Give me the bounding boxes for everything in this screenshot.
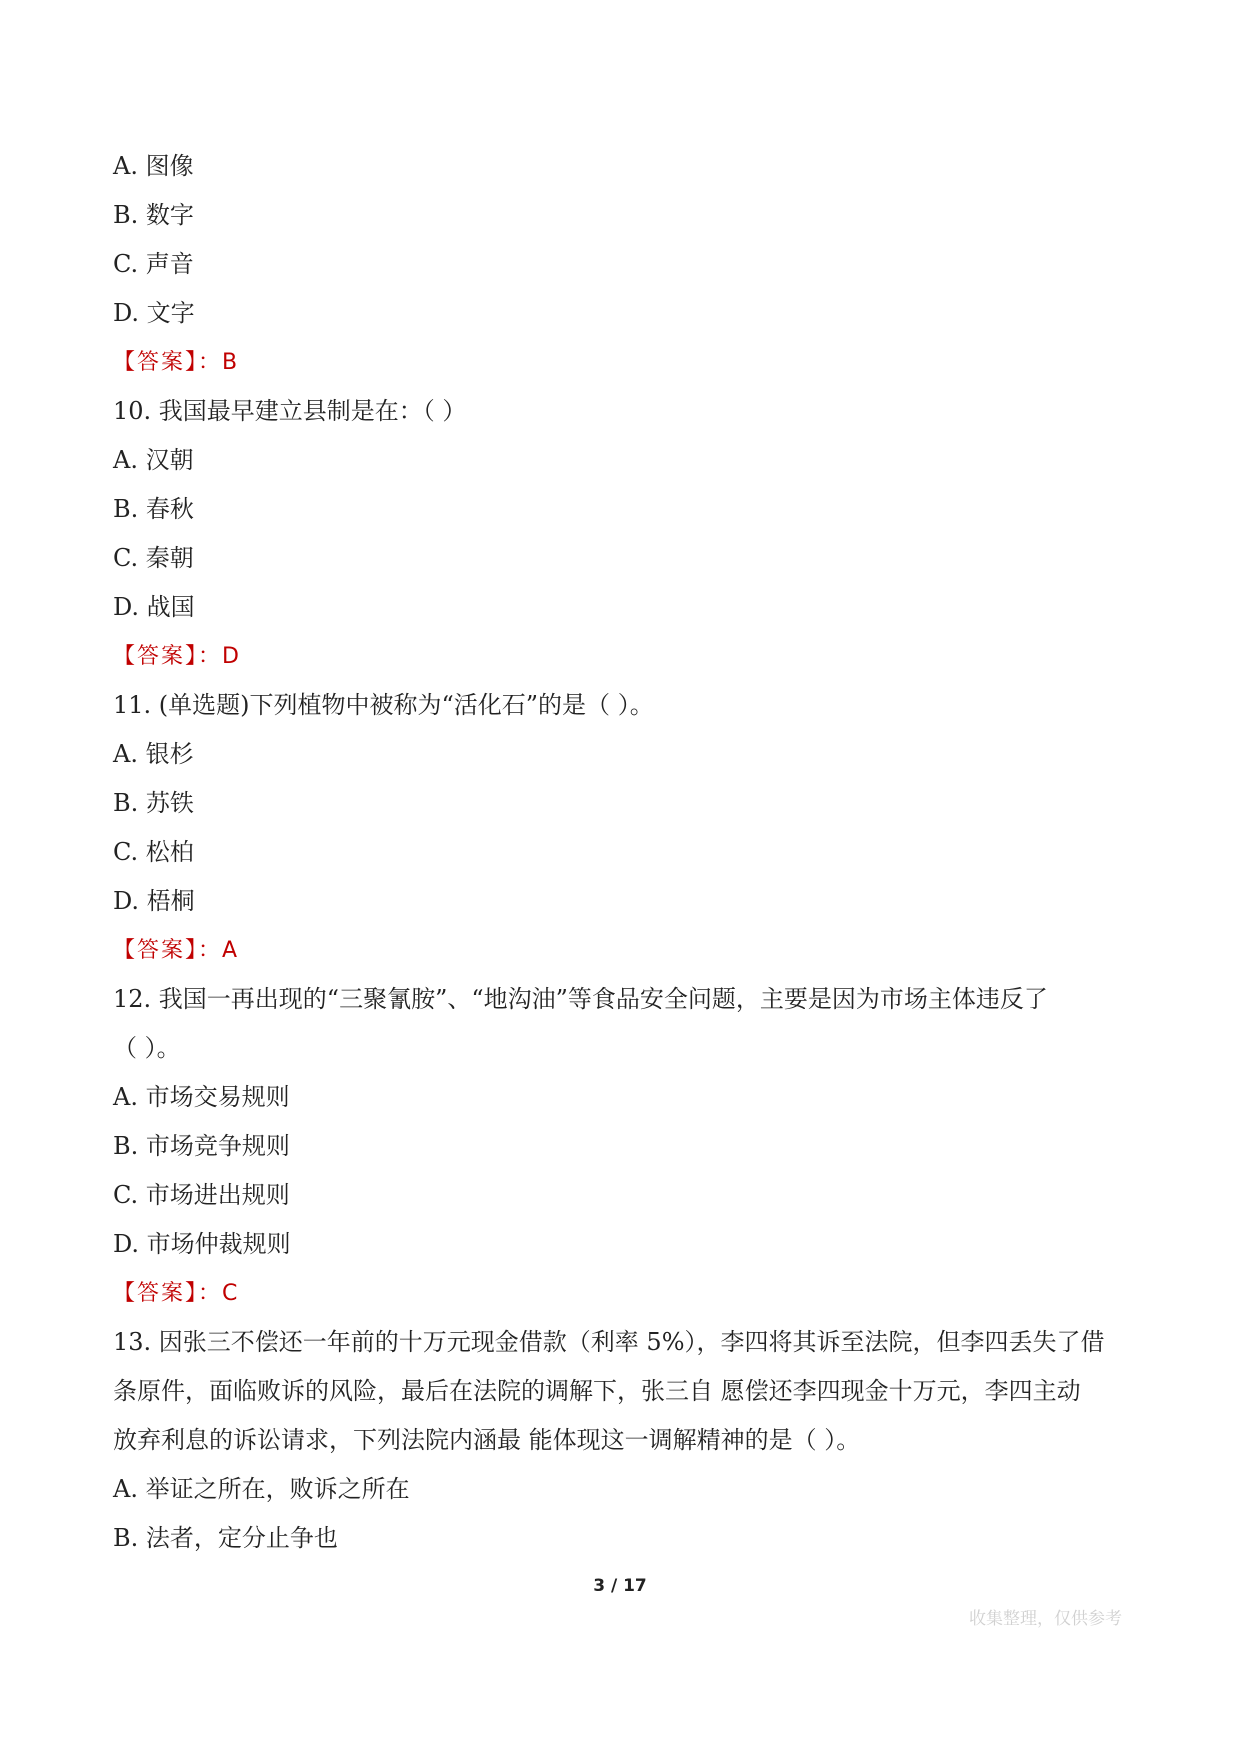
option-a: A. 举证之所在，败诉之所在 [113, 1475, 410, 1503]
question-stem-line-1: 12. 我国一再出现的“三聚氰胺”、“地沟油”等食品安全问题，主要是因为市场主体违反了 [113, 985, 1048, 1013]
question-11 [113, 681, 1133, 975]
question-9 [113, 142, 1133, 387]
option-d: D. 文字 [113, 299, 195, 327]
question-stem: 11. (单选题)下列植物中被称为“活化石”的是（ ）。 [113, 691, 654, 719]
option-c: C. 市场进出规则 [113, 1181, 290, 1209]
question-stem-line-2: 条原件，面临败诉的风险，最后在法院的调解下，张三自 愿偿还李四现金十万元，李四主动 [113, 1377, 1081, 1405]
answer-value: B [222, 350, 240, 375]
answer-label: 【答案】 [113, 1281, 199, 1306]
option-c: C. 秦朝 [113, 544, 194, 572]
answer-separator: ： [198, 644, 223, 669]
answer-separator: ： [198, 350, 223, 375]
answer-label: 【答案】 [113, 644, 199, 669]
option-b: B. 苏铁 [113, 789, 194, 817]
answer-separator: ： [198, 938, 223, 963]
option-c: C. 松柏 [113, 838, 194, 866]
answer-line [113, 632, 1133, 681]
question-stem-line-2: （ ）。 [113, 1034, 181, 1062]
question-13 [113, 1318, 1133, 1563]
option-a: A. 银杉 [113, 740, 194, 768]
option-b: B. 法者，定分止争也 [113, 1524, 338, 1552]
option-b: B. 数字 [113, 201, 194, 229]
question-stem-line-1: 13. 因张三不偿还一年前的十万元现金借款（利率 5%），李四将其诉至法院，但李四丢失了借 [113, 1328, 1105, 1356]
answer-line [113, 926, 1133, 975]
answer-value: A [222, 938, 240, 963]
option-d: D. 战国 [113, 593, 195, 621]
answer-line [113, 1269, 1133, 1318]
answer-value: D [222, 644, 241, 669]
option-d: D. 梧桐 [113, 887, 195, 915]
option-a: A. 市场交易规则 [113, 1083, 290, 1111]
question-stem-line-3: 放弃利息的诉讼请求，下列法院内涵最 能体现这一调解精神的是（ ）。 [113, 1426, 861, 1454]
question-stem: 10. 我国最早建立县制是在：（ ） [113, 397, 467, 425]
page-number: 3 / 17 [593, 1576, 647, 1596]
option-b: B. 春秋 [113, 495, 194, 523]
answer-label: 【答案】 [113, 938, 199, 963]
option-b: B. 市场竞争规则 [113, 1132, 290, 1160]
option-a: A. 汉朝 [113, 446, 194, 474]
answer-value: C [222, 1281, 240, 1306]
answer-separator: ： [198, 1281, 223, 1306]
answer-label: 【答案】 [113, 350, 199, 375]
answer-line [113, 338, 1133, 387]
question-12 [113, 975, 1133, 1318]
option-d: D. 市场仲裁规则 [113, 1230, 291, 1258]
document-body [113, 142, 1133, 1563]
watermark-text: 收集整理，仅供参考 [969, 1609, 1122, 1629]
option-a: A. 图像 [113, 152, 194, 180]
option-c: C. 声音 [113, 250, 194, 278]
question-10 [113, 387, 1133, 681]
